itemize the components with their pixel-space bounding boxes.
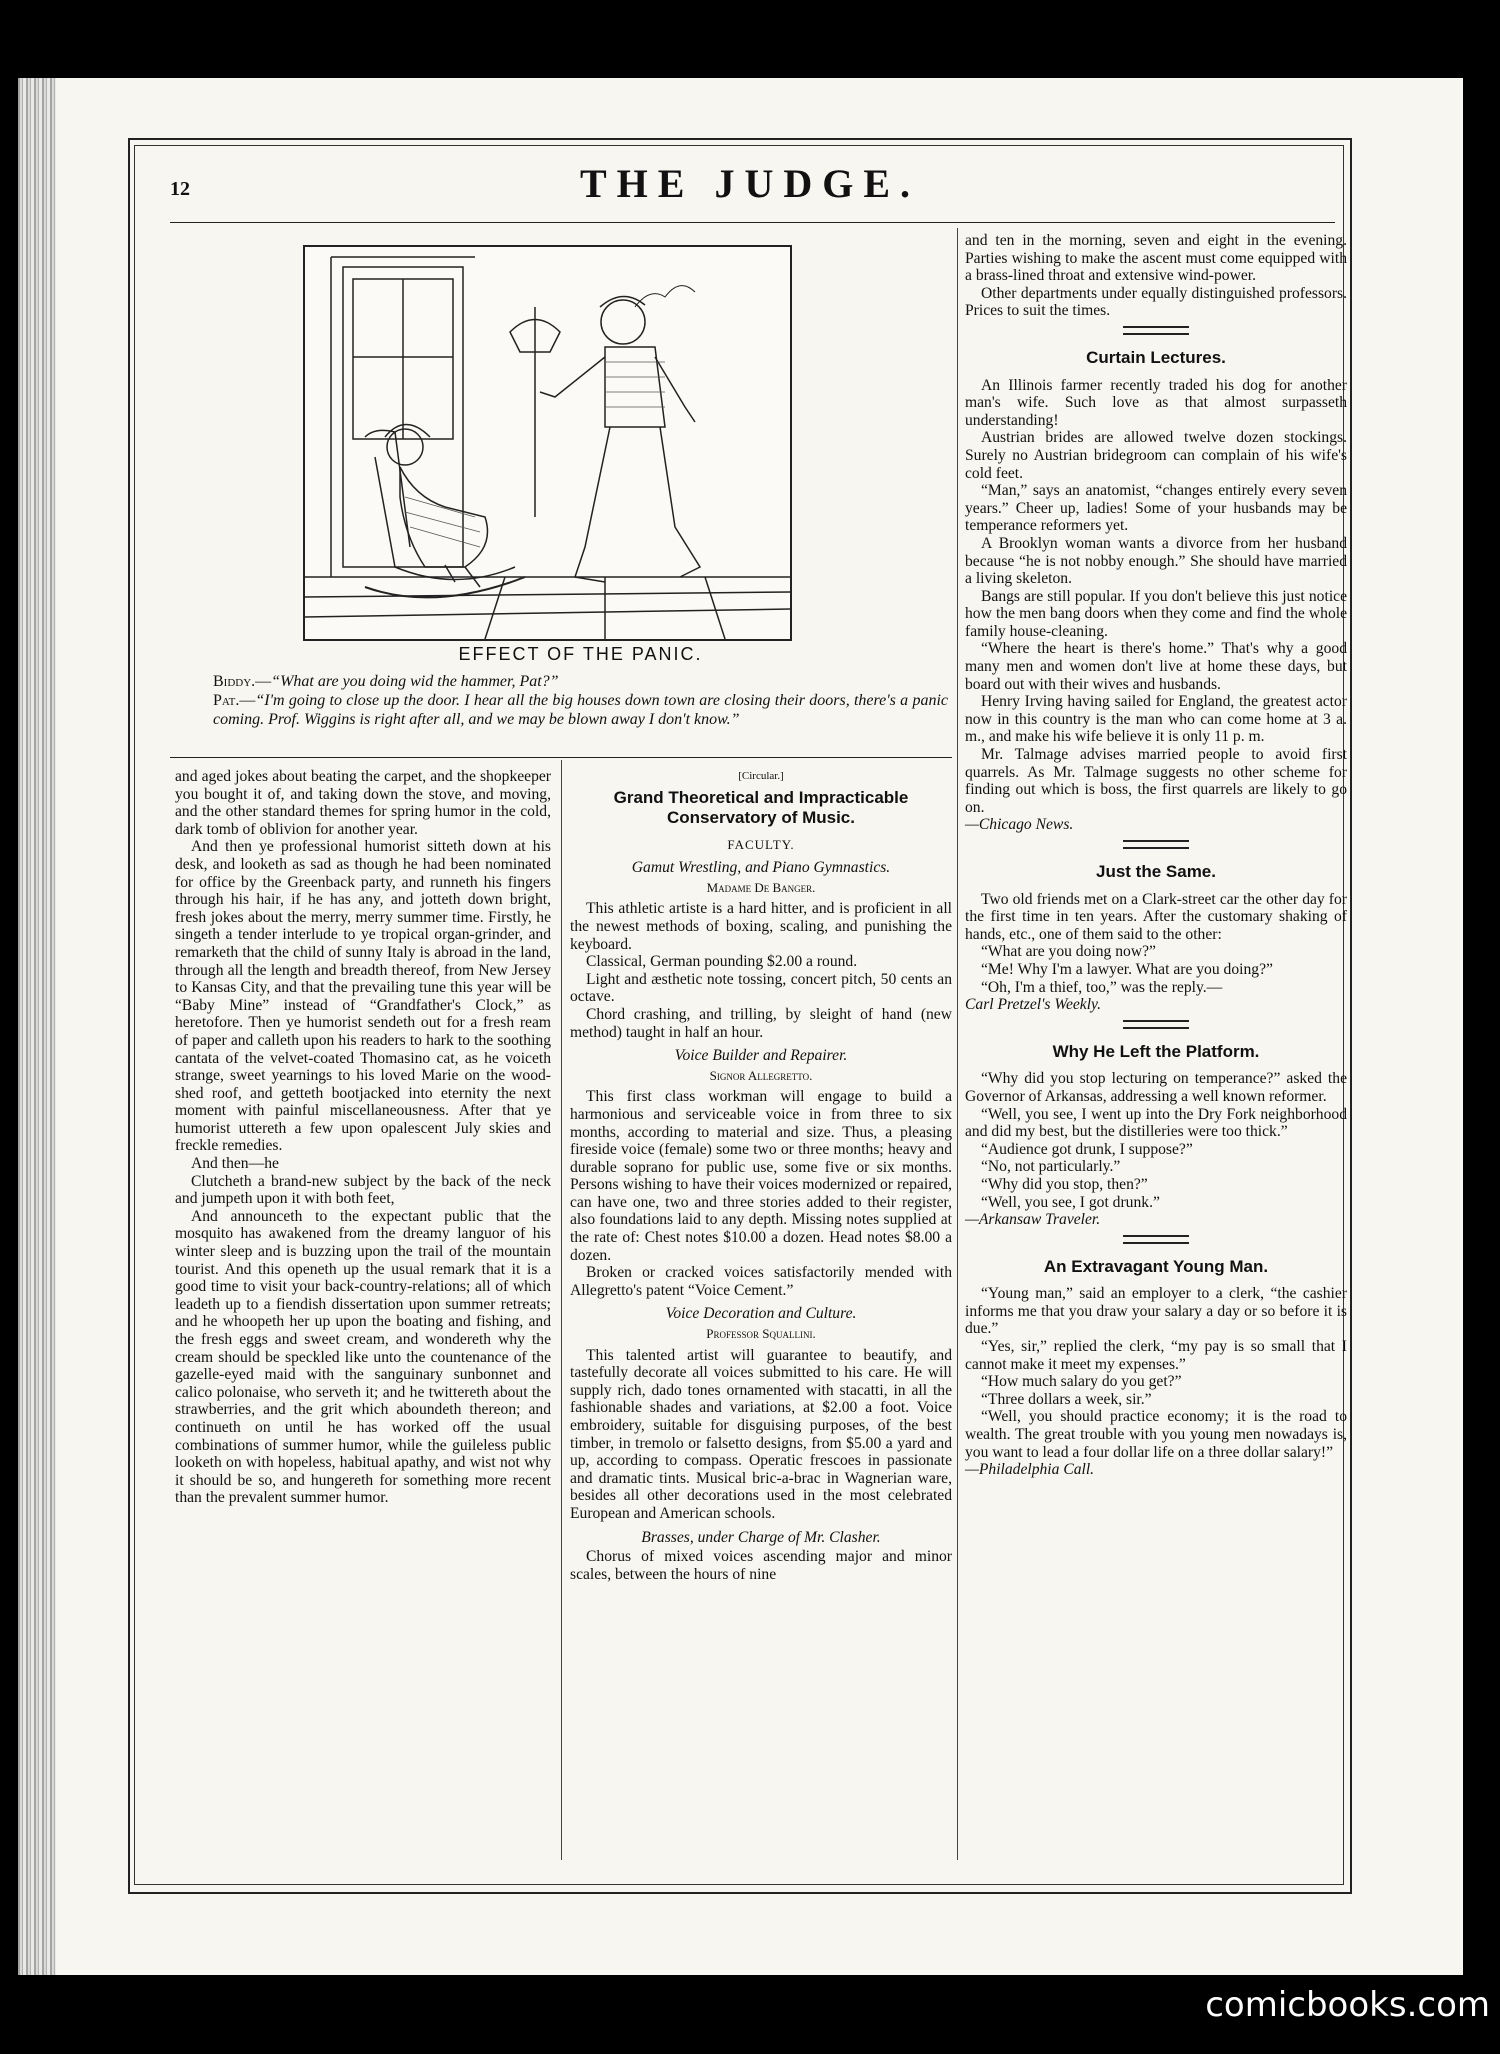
paragraph: “Where the heart is there's home.” That's why a good many men and women don't live at home these days, but board out with their wives and husbands.	[965, 640, 1347, 693]
paragraph: and ten in the morning, seven and eight in the evening. Parties wishing to make the ascent must come equipped with a brass-lined throat and extensive wind-power.	[965, 232, 1347, 285]
cartoon-caption	[213, 672, 948, 729]
caption-text: “I'm going to close up the door. I hear all the big houses down town are closing their doors, there's a panic coming. Prof. Wiggins is right after all, and we may be blown away I don't know.”	[213, 692, 948, 728]
cartoon-illustration	[303, 245, 792, 641]
caption-line-biddy: Biddy.—“What are you doing wid the hammer, Pat?”	[213, 673, 559, 690]
paragraph: Clutcheth a brand-new subject by the back of the neck and jumpeth upon it with both feet,	[175, 1172, 551, 1208]
faculty-heading: FACULTY.	[727, 836, 795, 852]
column-2-conservatory	[570, 768, 952, 1583]
caption-line-pat: Pat.—“I'm going to close up the door. I hear all the big houses down town are closing their doors, there's a panic coming. Prof. Wiggins is right after all, and we may be blown away I don't know.”	[213, 692, 948, 728]
conservatory-title-line: Grand Theoretical and Impracticable	[613, 787, 909, 807]
watermark-text: comicbooks.com	[1205, 1985, 1490, 2035]
paragraph: “Three dollars a week, sir.”	[981, 1390, 1152, 1408]
paragraph: “Man,” says an anatomist, “changes entirely every seven years.” Cheer up, ladies! Some of your husbands may be temperance reformers yet.	[965, 482, 1347, 535]
conservatory-title-line: Conservatory of Music.	[667, 807, 855, 827]
professor-name: Professor Squallini.	[706, 1326, 816, 1342]
page-number: 12	[170, 178, 190, 200]
paragraph: “No, not particularly.”	[981, 1158, 1121, 1176]
section-heading: Voice Decoration and Culture.	[665, 1305, 857, 1323]
conservatory-title	[570, 788, 952, 828]
paragraph: “Young man,” said an employer to a clerk, “the cashier informs me that you draw your salary a day or so before it is due.”	[965, 1285, 1347, 1338]
cartoon-drawing	[305, 247, 790, 639]
paragraph: “Well, you should practice economy; it is the road to wealth. The great trouble with you young men nowadays is, you want to lead a four dollar life on a three dollar salary!”	[965, 1408, 1347, 1461]
paragraph: A Brooklyn woman wants a divorce from her husband because “he is not nobby enough.” She should have married a living skeleton.	[965, 534, 1347, 588]
young-man-title: An Extravagant Young Man.	[1043, 1256, 1269, 1276]
professor-name: Madame De Banger.	[706, 879, 816, 895]
paragraph: “Audience got drunk, I suppose?”	[981, 1140, 1193, 1158]
paragraph: Classical, German pounding $2.00 a round.	[586, 953, 858, 971]
masthead-rule	[170, 222, 1335, 223]
paragraph: “What are you doing now?”	[981, 943, 1156, 961]
paragraph: “Well, you see, I went up into the Dry Fork neighborhood and did my best, but the distilleries were too thick.”	[965, 1105, 1347, 1141]
paragraph: “Why did you stop, then?”	[981, 1175, 1148, 1193]
section-divider	[1123, 1020, 1189, 1029]
paragraph: “Why did you stop lecturing on temperance?” asked the Governor of Arkansas, addressing a well known reformer.	[965, 1070, 1347, 1105]
section-heading: Gamut Wrestling, and Piano Gymnastics.	[631, 859, 891, 877]
platform-title: Why He Left the Platform.	[1052, 1041, 1260, 1061]
paragraph: And announceth to the expectant public that the mosquito has awakened from the dreamy languor of his winter sleep and is buzzing upon the trail of the mountain tourist. And this openeth up the usual remark that it is a good time to visit your back-country-relations; all of which leadeth up to a fiendish dissertation upon summer retreats; and he whoopeth her up upon the boating and fishing, and the fresh eggs and sweet cream, and wondereth why the cream should be speckled like unto the countenance of the gazelle-eyed maid with the sanguinary sunbonnet and calico polonaise, who serveth it; and he twittereth about the strawberries, and the grit which aboundeth thereon; and continueth on until he has worked off the usual combinations of summer humor, while the guileless public looketh on with hopeless, habitual apathy, and wist not why it should be so, and hungereth for something more recent than the prevalent summer humor.	[175, 1207, 551, 1507]
column-divider-2	[957, 228, 958, 1860]
paragraph: “How much salary do you get?”	[981, 1373, 1182, 1391]
paragraph: and aged jokes about beating the carpet, and the shopkeeper you bought it of, and taking down the stove, and moving, and the other standard themes for spring humor in the cold, dark tomb of oblivion for another year.	[175, 768, 551, 838]
paragraph: This talented artist will guarantee to beautify, and tastefully decorate all voices submitted to his care. He will supply rich, dado tones ornamented with stacatti, in all the fashionable shades and variations, at $2.00 a foot. Voice embroidery, suitable for disguising purposes, of the best timber, in tremolo or falsetto designs, from $5.00 a yard and up, according to compass. Operatic frescoes in passionate and dramatic tints. Musical bric-a-brac in Wagnerian ware, besides all other decorations used in the most celebrated European and American schools.	[570, 1346, 952, 1522]
column-divider-1	[561, 760, 562, 1860]
section-divider	[1123, 840, 1189, 849]
caption-speaker: Pat.	[213, 692, 240, 709]
paragraph: Austrian brides are allowed twelve dozen stockings. Surely no Austrian bridegroom can complain of his wife's cold feet.	[965, 429, 1347, 482]
paragraph: “Oh, I'm a thief, too,” was the reply.—	[981, 978, 1223, 996]
paragraph: Light and æsthetic note tossing, concert pitch, 50 cents an octave.	[570, 970, 952, 1006]
circular-label: [Circular.]	[738, 770, 784, 782]
column-3-articles	[965, 232, 1347, 1479]
curtain-lectures-title: Curtain Lectures.	[1086, 347, 1226, 367]
paragraph: Broken or cracked voices satisfactorily mended with Allegretto's patent “Voice Cement.”	[570, 1264, 952, 1299]
paragraph	[965, 746, 1347, 816]
attribution: Carl Pretzel's Weekly.	[965, 996, 1102, 1014]
paragraph: “Yes, sir,” replied the clerk, “my pay is so small that I cannot make it meet my expenses.”	[965, 1338, 1347, 1373]
caption-text: “What are you doing wid the hammer, Pat?”	[271, 673, 559, 690]
section-divider	[1123, 1235, 1189, 1244]
paragraph: Chorus of mixed voices ascending major and minor scales, between the hours of nine	[570, 1548, 952, 1583]
column-1-article	[175, 768, 551, 1507]
paragraph: This athletic artiste is a hard hitter, and is proficient in all the newest methods of boxing, scaling, and punishing the keyboard.	[570, 900, 952, 953]
caption-speaker: Biddy.	[213, 673, 256, 690]
attribution: —Arkansaw Traveler.	[965, 1211, 1101, 1229]
section-heading: Brasses, under Charge of Mr. Clasher.	[641, 1528, 881, 1546]
paragraph-text: Mr. Talmage advises married people to avoid first quarrels. As Mr. Talmage suggests no other scheme for finding out which is boss, the first quarrels are likely to go on.	[965, 746, 1347, 816]
paragraph: This first class workman will engage to build a harmonious and serviceable voice in from three to six months, according to material and size. Thus, a pleasing fireside voice (female) some two or three months; heavy and durable soprano for public use, some five or six months. Persons wishing to have their voices modernized or repaired, can have one, two and three stories added to their register, also foundations laid to any depth. Missing notes supplied at the rate of: Chest notes $10.00 a dozen. Head notes $8.00 a dozen.	[570, 1088, 952, 1264]
attribution: —Chicago News.	[965, 816, 1074, 834]
cartoon-bottom-rule	[170, 757, 952, 758]
paragraph: “Well, you see, I got drunk.”	[981, 1193, 1160, 1211]
paragraph: Chord crashing, and trilling, by sleight of hand (new method) taught in half an hour.	[570, 1005, 952, 1041]
paragraph: Henry Irving having sailed for England, the greatest actor now in this country is the man who can come home at 3 a. m., and make his wife believe it is only 11 p. m.	[965, 693, 1347, 746]
paragraph: And then—he	[191, 1155, 279, 1173]
professor-name: Signor Allegretto.	[709, 1067, 813, 1083]
paragraph: Other departments under equally distinguished professors. Prices to suit the times.	[965, 284, 1347, 320]
attribution: —Philadelphia Call.	[965, 1461, 1095, 1479]
section-divider	[1123, 326, 1189, 335]
paragraph: Bangs are still popular. If you don't believe this just notice how the men bang doors when they come and find the whole family house-cleaning.	[965, 587, 1347, 640]
paragraph: “Me! Why I'm a lawyer. What are you doing?”	[981, 960, 1273, 978]
cartoon-title: EFFECT OF THE PANIC.	[458, 644, 703, 664]
section-heading: Voice Builder and Repairer.	[674, 1047, 848, 1065]
binding-spine	[18, 78, 56, 1975]
paragraph: Two old friends met on a Clark-street car the other day for the first time in ten years. After the customary shaking of hands, etc., one of them said to the other:	[965, 890, 1347, 943]
paragraph: An Illinois farmer recently traded his dog for another man's wife. Such love as that almost surpasseth understanding!	[965, 376, 1347, 429]
paragraph: And then ye professional humorist sitteth down at his desk, and looketh as sad as though he had been nominated for office by the Greenback party, and runneth his fingers through his hair, if he has any, and jotteth down bright, fresh jokes about the merry, merry summer time. Firstly, he singeth a tender interlude to ye tropical organ-grinder, and remarketh that the child of sunny Italy is abroad in the land, through all the length and breadth thereof, from New Jersey to Kansas City, and that the prevailing tune this year will be “Baby Mine” instead of “Grandfather's Clock,” as heretofore. Then ye humorist sendeth out for a fresh ream of paper and calleth upon his readers to hark to the soothing cantata of the velvet-coated Thomasino cat, as he voiceth strange, sweet yearnings to his loved Marie on the wood-shed roof, and getteth bootjacked into eternity the next moment with painful miscellaneousness. After that ye humorist uttereth a few upon opalescent July skies and freckle remedies.	[175, 838, 551, 1155]
just-the-same-title: Just the Same.	[1096, 862, 1216, 881]
masthead-title: THE JUDGE.	[579, 161, 921, 206]
